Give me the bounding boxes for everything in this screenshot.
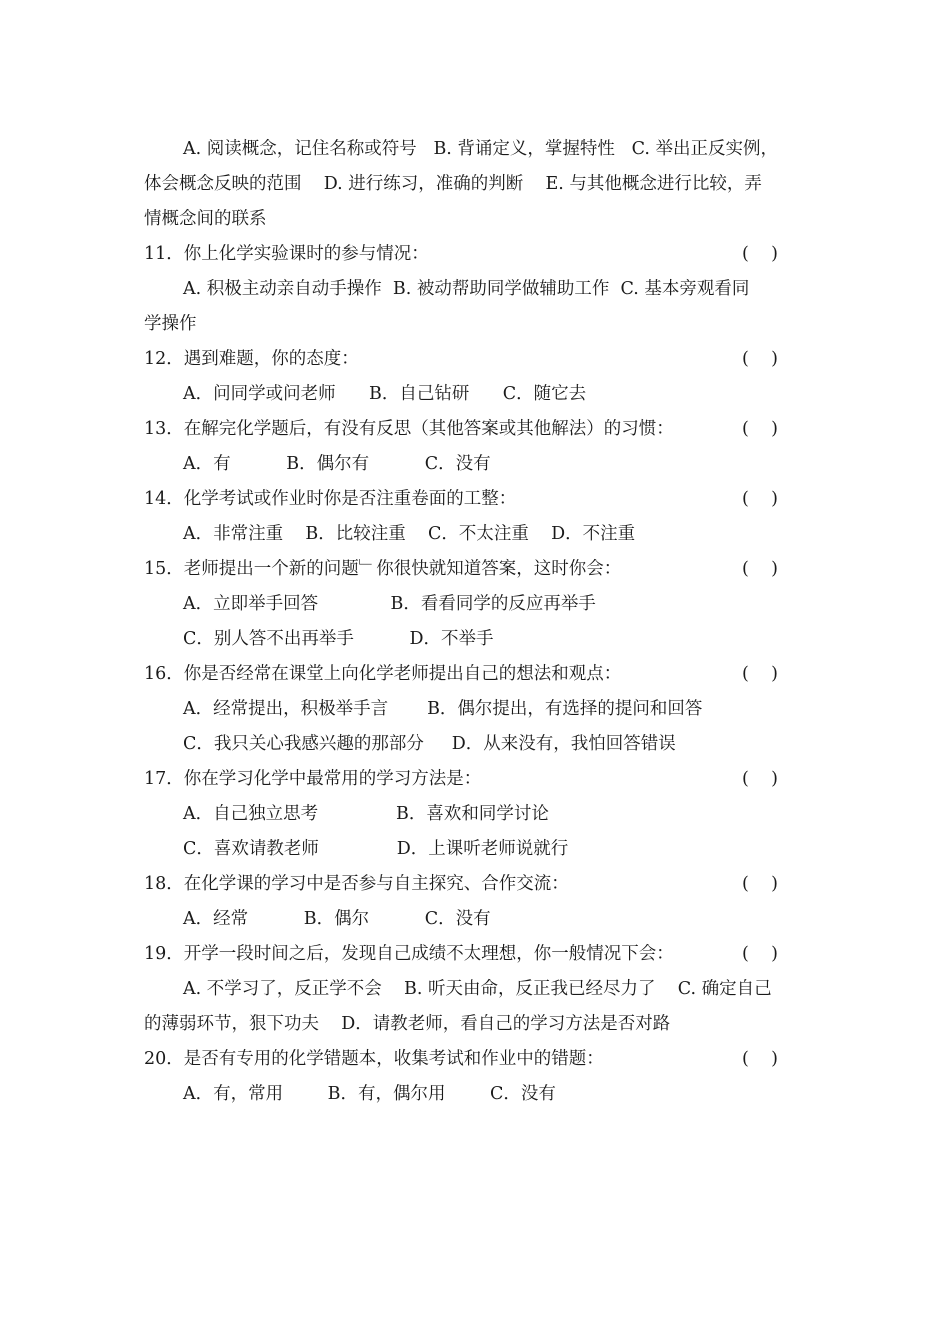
option-line: A．问同学或问老师 B．自己钻研 C．随它去	[183, 384, 587, 404]
question-20: 20．是否有专用的化学错题本，收集考试和作业中的错题：	[144, 1049, 604, 1069]
question-17: 17．你在学习化学中最常用的学习方法是：	[144, 769, 482, 789]
answer-bracket: ( )	[742, 874, 778, 894]
option-line: A．立即举手回答 B．看看同学的反应再举手	[183, 594, 596, 614]
answer-bracket: ( )	[742, 244, 778, 264]
question-19: 19．开学一段时间之后，发现自己成绩不太理想，你一般情况下会：	[144, 944, 674, 964]
option-line: A．自己独立思考 B．喜欢和同学讨论	[183, 804, 549, 824]
question-12: 12．遇到难题，你的态度：	[144, 349, 359, 369]
option-line: 学操作	[144, 314, 197, 334]
option-line: A. 积极主动亲自动手操作 B. 被动帮助同学做辅助工作 C. 基本旁观看同	[183, 279, 750, 299]
option-line: 体会概念反映的范围 D. 进行练习，准确的判断 E. 与其他概念进行比较，弄	[144, 174, 762, 194]
question-13: 13．在解完化学题后，有没有反思（其他答案或其他解法）的习惯：	[144, 419, 674, 439]
answer-bracket: ( )	[742, 489, 778, 509]
question-11: 11．你上化学实验课时的参与情况：	[144, 244, 429, 264]
option-line: A. 阅读概念，记住名称或符号 B. 背诵定义，掌握特性 C. 举出正反实例，	[183, 139, 779, 159]
answer-bracket: ( )	[742, 559, 778, 579]
option-line: A．经常提出，积极举手言 B．偶尔提出，有选择的提问和回答	[183, 699, 703, 719]
answer-bracket: ( )	[742, 664, 778, 684]
question-14: 14．化学考试或作业时你是否注重卷面的工整：	[144, 489, 517, 509]
answer-bracket: ( )	[742, 944, 778, 964]
question-16: 16．你是否经常在课堂上向化学老师提出自己的想法和观点：	[144, 664, 622, 684]
option-line: C．我只关心我感兴趣的那部分 D．从来没有，我怕回答错误	[183, 734, 676, 754]
option-line: A．非常注重 B．比较注重 C．不太注重 D．不注重	[183, 524, 636, 544]
option-line: C．别人答不出再举手 D．不举手	[183, 629, 494, 649]
answer-bracket: ( )	[742, 349, 778, 369]
option-line: 情概念间的联系	[144, 209, 267, 229]
question-18: 18．在化学课的学习中是否参与自主探究、合作交流：	[144, 874, 569, 894]
option-line: A. 不学习了，反正学不会 B. 听天由命，反正我已经尽力了 C. 确定自己	[183, 979, 772, 999]
answer-bracket: ( )	[742, 419, 778, 439]
option-line: 的薄弱环节，狠下功夫 D．请教老师，看自己的学习方法是否对路	[144, 1014, 671, 1034]
option-line: A．有 B．偶尔有 C．没有	[183, 454, 491, 474]
option-line: C．喜欢请教老师 D．上课听老师说就行	[183, 839, 569, 859]
option-line: A．经常 B．偶尔 C．没有	[183, 909, 491, 929]
question-15: 15．老师提出一个新的问题﹂你很快就知道答案，这时你会：	[144, 559, 622, 579]
answer-bracket: ( )	[742, 1049, 778, 1069]
option-line: A．有，常用 B．有，偶尔用 C．没有	[183, 1084, 556, 1104]
answer-bracket: ( )	[742, 769, 778, 789]
